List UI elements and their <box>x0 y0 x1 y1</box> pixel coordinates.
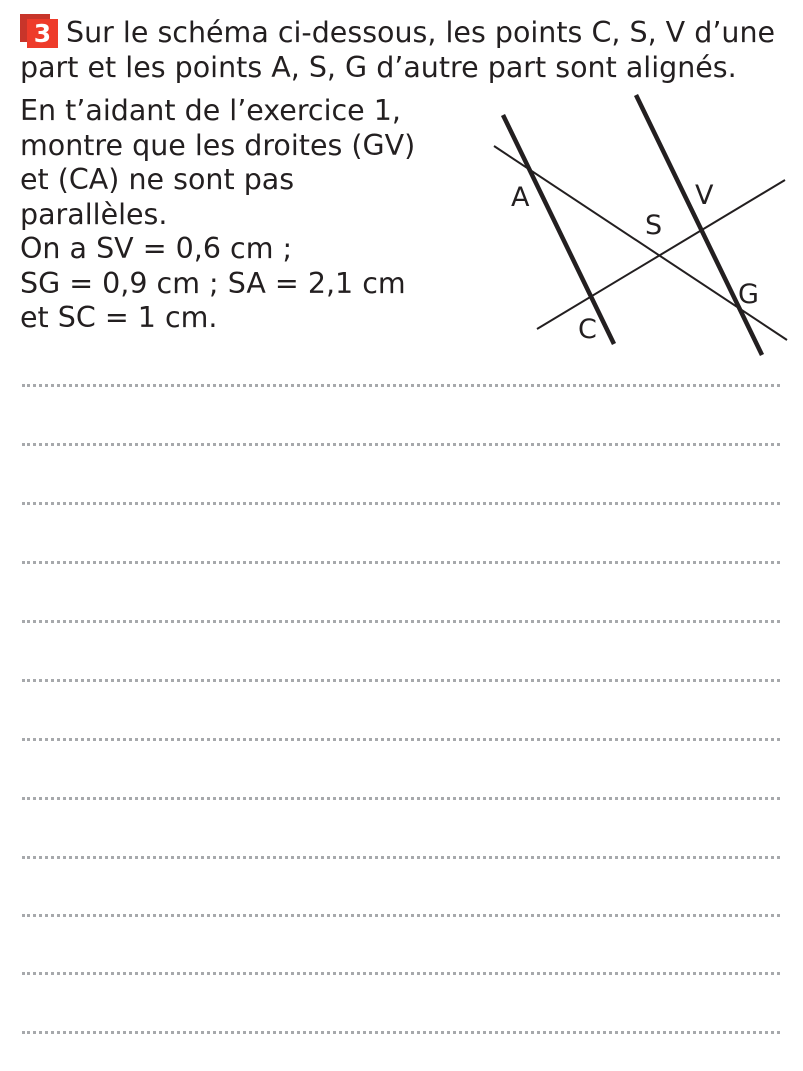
intro-line-2: part et les points A, S, G d’autre part sont alignés. <box>20 51 737 84</box>
answer-line[interactable] <box>22 443 780 446</box>
instruction-line: et SC = 1 cm. <box>20 301 218 334</box>
instruction-line: montre que les droites (GV) <box>20 128 416 162</box>
answer-area <box>22 0 780 1071</box>
answer-line[interactable] <box>22 620 780 623</box>
instruction-line: On a SV = 0,6 cm ; <box>20 232 293 265</box>
answer-line[interactable] <box>22 797 780 800</box>
instruction-line: parallèles. <box>20 197 168 231</box>
answer-line[interactable] <box>22 561 780 564</box>
answer-line[interactable] <box>22 856 780 859</box>
point-label-v: V <box>695 180 714 211</box>
exercise-number: 3 <box>27 19 58 48</box>
point-label-s: S <box>645 210 663 241</box>
instruction-line: SG = 0,9 cm ; SA = 2,1 cm <box>20 266 406 300</box>
instruction-line: En t’aidant de l’exercice 1, <box>20 94 401 127</box>
point-label-a: A <box>511 182 530 213</box>
answer-line[interactable] <box>22 972 780 975</box>
point-label-g: G <box>738 279 759 310</box>
answer-line[interactable] <box>22 679 780 682</box>
answer-line[interactable] <box>22 914 780 917</box>
answer-line[interactable] <box>22 1031 780 1034</box>
intro-line-1: Sur le schéma ci-dessous, les points C, S, V d’une <box>66 16 776 49</box>
answer-line[interactable] <box>22 384 780 387</box>
answer-line[interactable] <box>22 502 780 505</box>
point-label-c: C <box>578 314 597 345</box>
instruction-line: et (CA) ne sont pas <box>20 163 295 196</box>
answer-line[interactable] <box>22 738 780 741</box>
